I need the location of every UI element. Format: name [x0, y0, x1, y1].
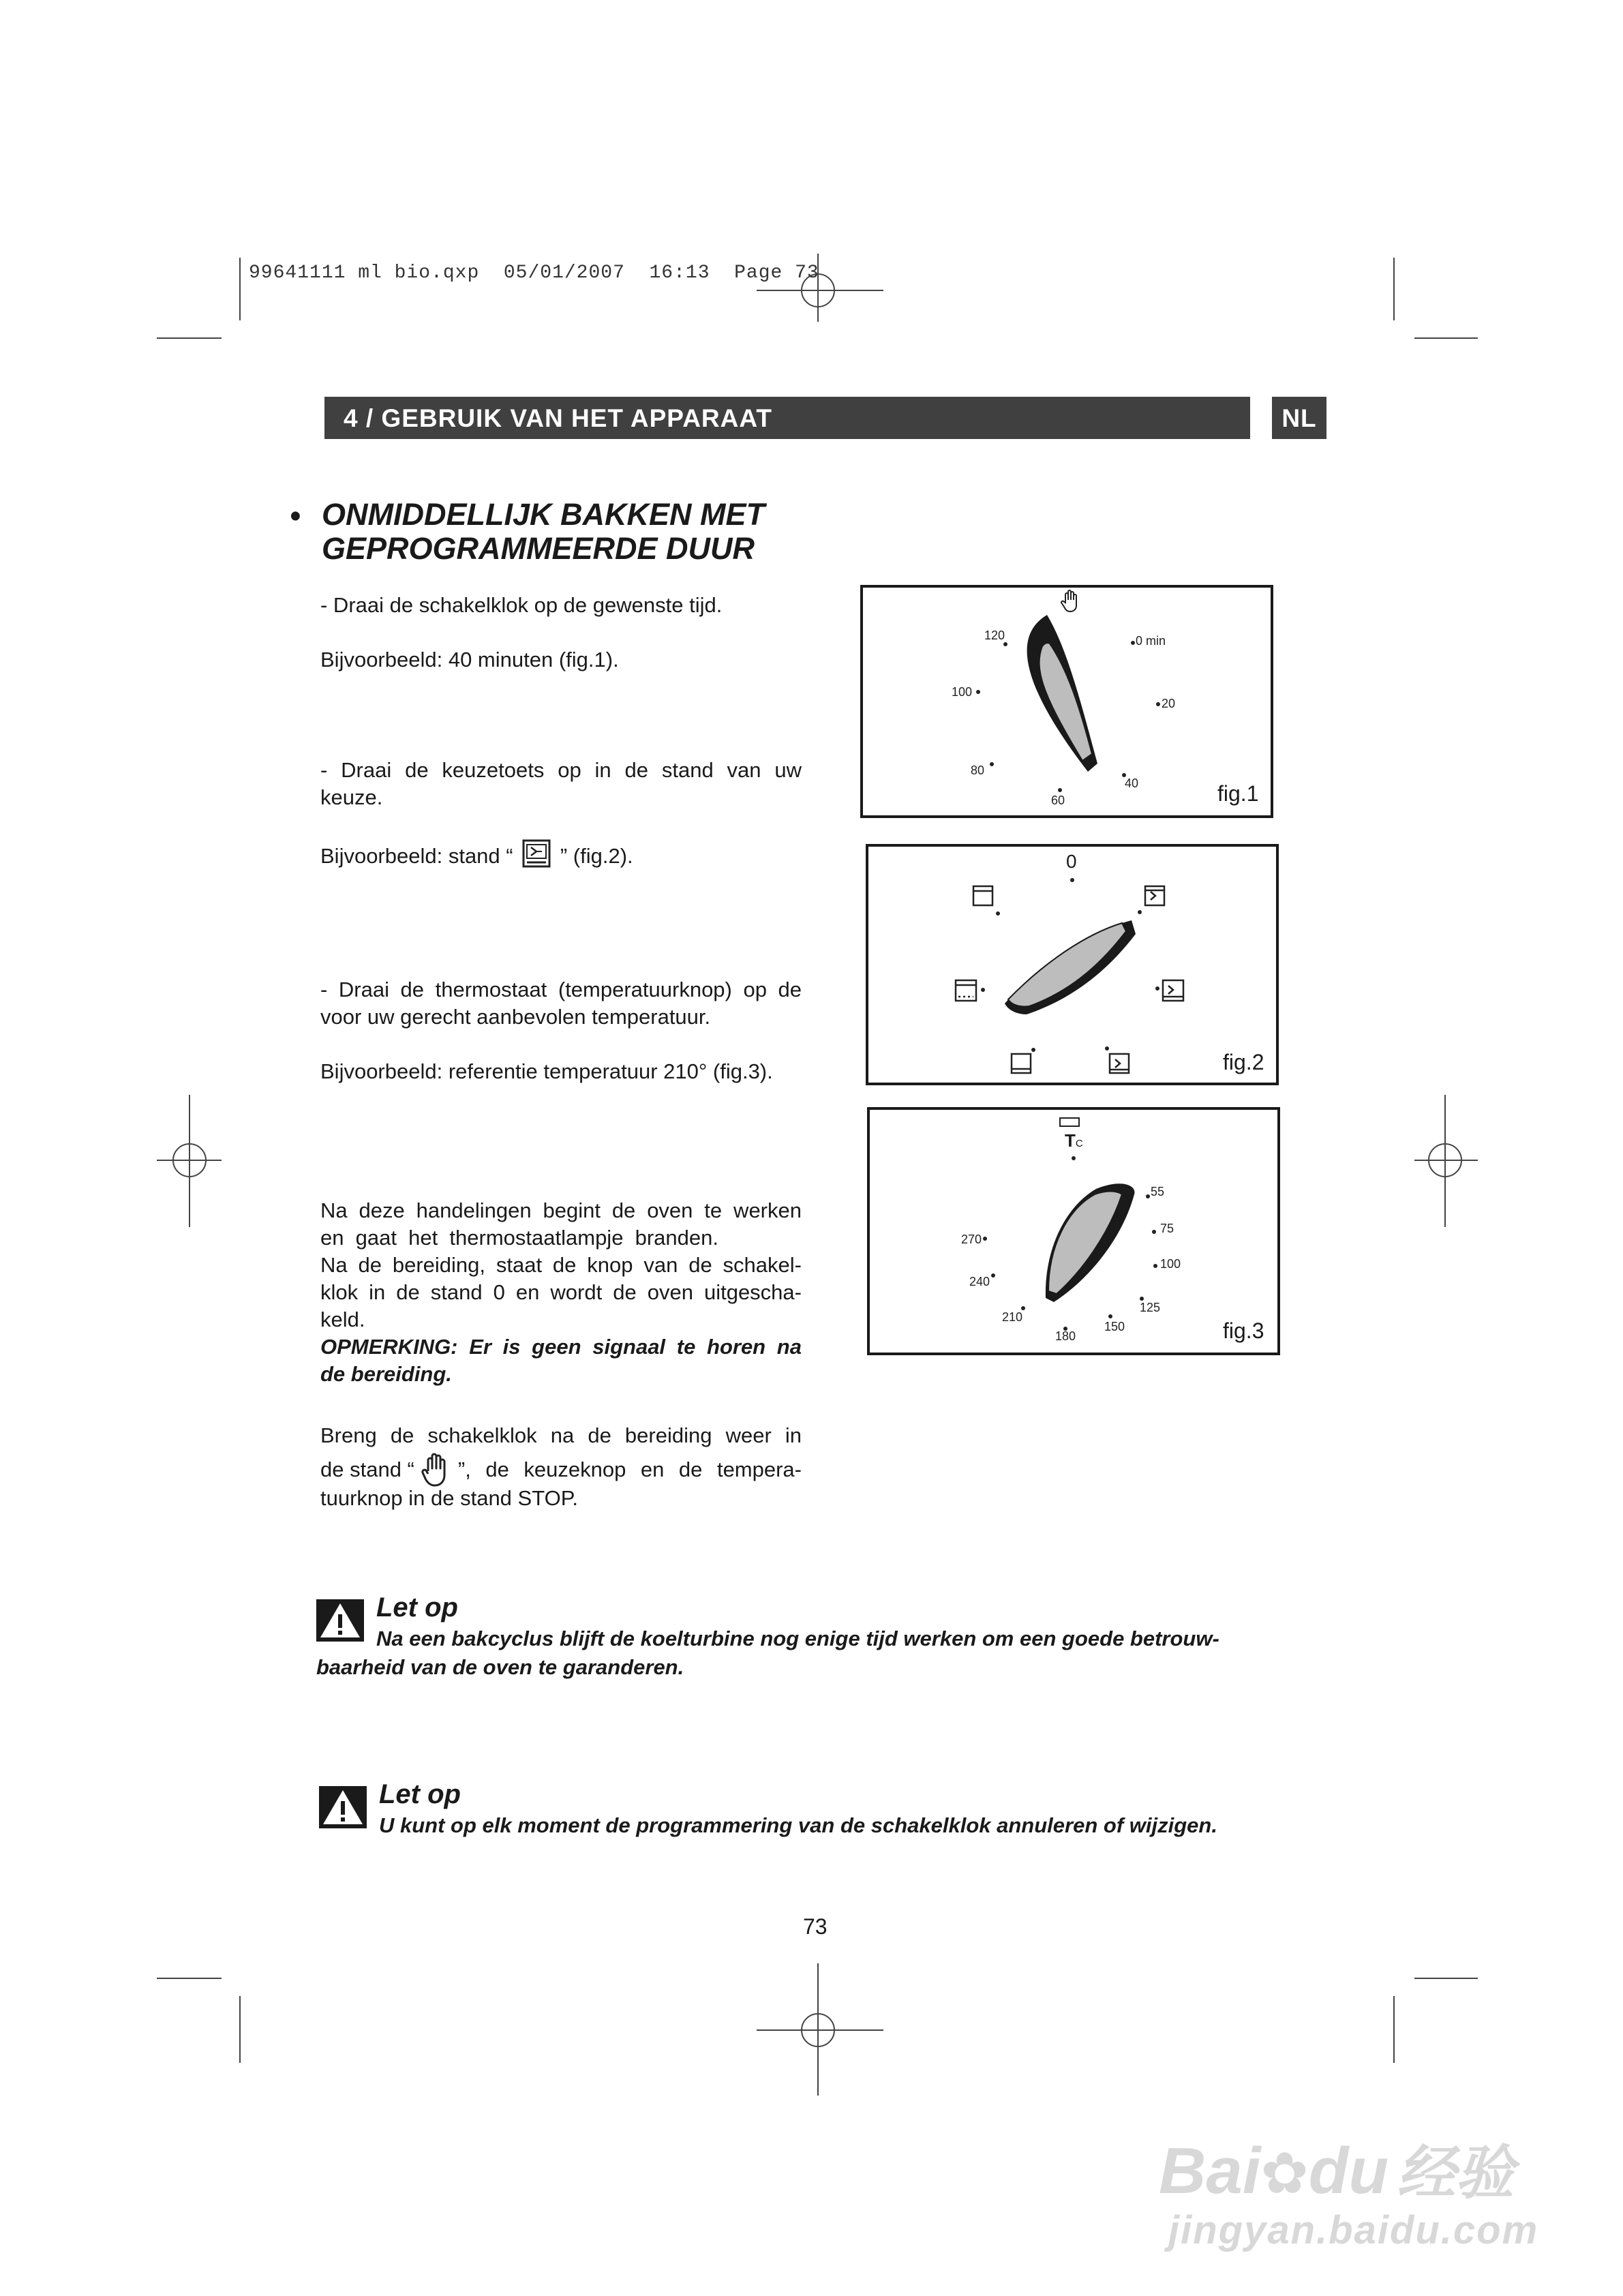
step-2-line1: - Draai de keuzetoets op in de stand van uw	[320, 758, 802, 782]
warning-icon	[316, 1599, 364, 1642]
page-heading-line2: GEPROGRAMMEERDE DUUR	[322, 531, 755, 566]
print-slug: 99641111 ml bio.qxp 05/01/2007 16:13 Page 73	[249, 262, 819, 284]
fig1-mark-80: 80	[971, 764, 985, 777]
para-2-line1: Breng de schakelklok na de bereiding weer in	[320, 1423, 802, 1447]
fig3-mark-210: 210	[1002, 1310, 1023, 1324]
oven-grill-icon	[521, 839, 551, 868]
fig3-mark-150: 150	[1104, 1320, 1125, 1333]
figure-2-selector	[866, 844, 1279, 1085]
fig1-mark-100: 100	[952, 685, 973, 699]
fig3-unit-t: T	[1065, 1130, 1076, 1151]
fig3-mark-180: 180	[1055, 1329, 1076, 1343]
fig1-mark-20: 20	[1162, 697, 1176, 710]
fig3-mark-100: 100	[1160, 1257, 1181, 1271]
fig1-mark-60: 60	[1051, 794, 1065, 807]
step-1-example: Bijvoorbeeld: 40 minuten (fig.1).	[320, 648, 619, 671]
fig1-label: fig.1	[1217, 781, 1259, 806]
selector-knob	[868, 847, 1276, 1083]
para-2-line2-pre: de stand “	[320, 1457, 414, 1481]
language-badge	[1272, 397, 1326, 439]
fig2-zero-mark: 0	[1066, 851, 1077, 872]
para-1-line4: klok in de stand 0 en wordt de oven uitgescha-	[320, 1280, 802, 1304]
watermark-logo: Bai✿du 经验	[1159, 2134, 1515, 2207]
step-3-line1: - Draai de thermostaat (temperatuurknop) op de	[320, 978, 802, 1001]
para-1-line1: Na deze handelingen begint de oven te werken	[320, 1198, 802, 1222]
warning-1-line1: Na een bakcyclus blijft de koelturbine nog enige tijd werken om een goede betrouw-	[376, 1627, 1219, 1650]
fig3-label: fig.3	[1223, 1318, 1264, 1343]
page-heading-line1: ONMIDDELLIJK BAKKEN MET	[322, 497, 765, 532]
figure-3-thermostat	[867, 1107, 1280, 1355]
para-2-line2	[320, 1452, 802, 1487]
bullet: •	[290, 498, 301, 533]
paw-icon: ✿	[1260, 2141, 1309, 2205]
para-1-line2: en gaat het thermostaatlampje branden.	[320, 1226, 718, 1250]
step-2-line2: keuze.	[320, 785, 383, 809]
step-1: - Draai de schakelklok op de gewenste tijd.	[320, 593, 723, 617]
para-2-line3: tuurknop in de stand STOP.	[320, 1486, 578, 1510]
fig3-mark-240: 240	[969, 1275, 990, 1288]
watermark	[1159, 2126, 1541, 2276]
para-1-line3: Na de bereiding, staat de knop van de schakel-	[320, 1253, 802, 1277]
page-number: 73	[803, 1914, 828, 1939]
watermark-url: jingyan.baidu.com	[1168, 2208, 1539, 2252]
step-2-example-pre: Bijvoorbeeld: stand “	[320, 844, 513, 868]
fig3-mark-55: 55	[1151, 1185, 1165, 1198]
step-3-example: Bijvoorbeeld: referentie temperatuur 210° (fig.3).	[320, 1059, 773, 1083]
hand-stop-icon	[420, 1452, 453, 1487]
thermostat-knob	[870, 1110, 1277, 1353]
warning-2-line1: U kunt op elk moment de programmering van de schakelklok annuleren of wijzigen.	[379, 1813, 1217, 1837]
warning-2-title: Let op	[379, 1779, 461, 1809]
section-header	[324, 397, 1250, 439]
para-1-line5: keld.	[320, 1308, 365, 1331]
step-3-line2: voor uw gerecht aanbevolen temperatuur.	[320, 1005, 711, 1029]
fig3-mark-125: 125	[1140, 1301, 1161, 1314]
figure-1-timer	[860, 585, 1273, 818]
fig1-mark-0min: 0 min	[1136, 634, 1166, 648]
note-line2: de bereiding.	[320, 1362, 452, 1386]
timer-knob	[863, 588, 1271, 815]
fig1-mark-120: 120	[984, 629, 1005, 642]
para-2-line2-post: ”, de keuzeknop en de tempera-	[457, 1457, 802, 1481]
fig3-mark-75: 75	[1160, 1222, 1174, 1235]
fig2-label: fig.2	[1223, 1050, 1264, 1074]
note-line1: OPMERKING: Er is geen signaal te horen na	[320, 1335, 802, 1359]
timer-hand-icon	[1061, 590, 1076, 611]
step-2-example-post: ” (fig.2).	[560, 844, 633, 868]
warning-1-title: Let op	[376, 1592, 458, 1622]
step-2-example	[320, 839, 633, 870]
language-code: NL	[1281, 404, 1317, 432]
fig3-mark-270: 270	[961, 1233, 982, 1246]
warning-1-line2: baarheid van de oven te garanderen.	[316, 1655, 684, 1679]
warning-icon	[319, 1786, 367, 1828]
section-title: 4 / GEBRUIK VAN HET APPARAAT	[344, 404, 772, 432]
fig3-unit-c: C	[1075, 1138, 1083, 1149]
fig1-mark-40: 40	[1125, 776, 1139, 790]
